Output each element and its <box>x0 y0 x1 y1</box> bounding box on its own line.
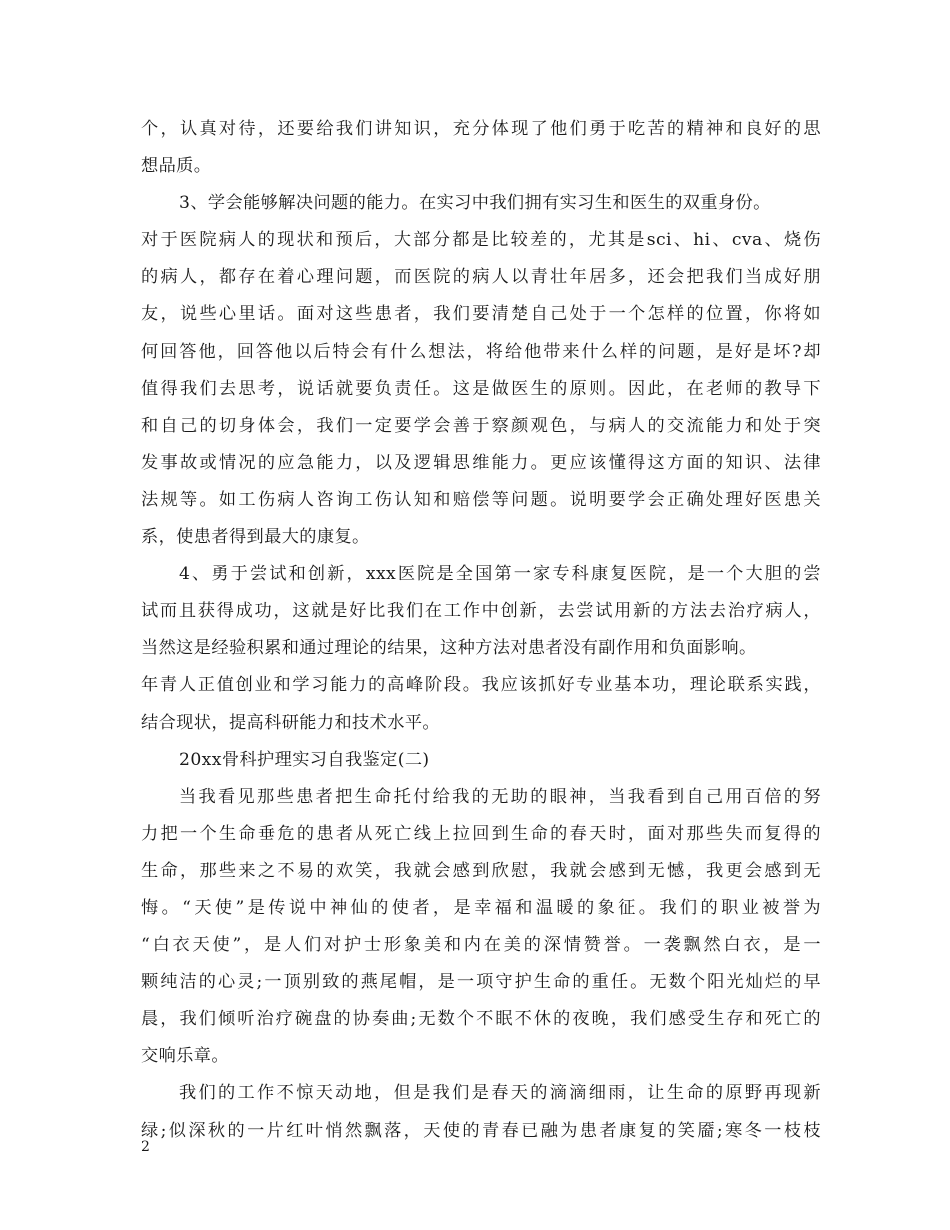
text-line: 系，使患者得到最大的康复。 <box>141 527 370 548</box>
text-line: 悔。“天使”是传说中神仙的使者，是幸福和温暖的象征。我们的职业被誉为 <box>141 897 821 918</box>
text-line: 对于医院病人的现状和预后，大部分都是比较差的，尤其是sci、hi、cva、烧伤 <box>141 230 821 251</box>
text-line: 3、学会能够解决问题的能力。在实习中我们拥有实习生和医生的双重身份。 <box>179 193 771 214</box>
text-line: 发事故或情况的应急能力，以及逻辑思维能力。更应该懂得这方面的知识、法律 <box>141 452 821 473</box>
text-line: 交响乐章。 <box>141 1046 229 1067</box>
text-line: 晨，我们倾听治疗碗盘的协奏曲;无数个不眠不休的夜晚，我们感受生存和死亡的 <box>141 1009 821 1030</box>
text-line: 想品质。 <box>141 156 212 177</box>
document-body <box>141 111 821 1150</box>
text-line: 我们的工作不惊天动地，但是我们是春天的滴滴细雨，让生命的原野再现新 <box>179 1083 821 1104</box>
text-line: 生命，那些来之不易的欢笑，我就会感到欣慰，我就会感到无憾，我更会感到无 <box>141 860 821 881</box>
text-line: 结合现状，提高科研能力和技术水平。 <box>141 712 440 733</box>
text-line: 绿;似深秋的一片红叶悄然飘落，天使的青春已融为患者康复的笑靥;寒冬一枝枝 <box>141 1120 821 1141</box>
text-line: 当然这是经验积累和通过理论的结果，这种方法对患者没有副作用和负面影响。 <box>141 638 757 659</box>
text-line: 法规等。如工伤病人咨询工伤认知和赔偿等问题。说明要学会正确处理好医患关 <box>141 489 821 510</box>
text-line: “白衣天使”，是人们对护士形象美和内在美的深情赞誉。一袭飘然白衣，是一 <box>141 935 821 956</box>
text-line: 友，说些心里话。面对这些患者，我们要清楚自己处于一个怎样的位置，你将如 <box>141 304 821 325</box>
page-number: 2 <box>141 1139 150 1155</box>
text-line: 和自己的切身体会，我们一定要学会善于察颜观色，与病人的交流能力和处于突 <box>141 415 821 436</box>
text-line: 试而且获得成功，这就是好比我们在工作中创新，去尝试用新的方法去治疗病人， <box>141 601 821 622</box>
text-line: 值得我们去思考，说话就要负责任。这是做医生的原则。因此，在老师的教导下 <box>141 378 821 399</box>
text-line: 何回答他，回答他以后特会有什么想法，将给他带来什么样的问题，是好是坏?却 <box>141 341 821 362</box>
text-line: 20xx骨科护理实习自我鉴定(二) <box>179 749 430 770</box>
text-line: 4、勇于尝试和创新，xxx医院是全国第一家专科康复医院，是一个大胆的尝 <box>179 564 821 585</box>
text-line: 年青人正值创业和学习能力的高峰阶段。我应该抓好专业基本功，理论联系实践， <box>141 675 821 696</box>
text-line: 颗纯洁的心灵;一顶别致的燕尾帽，是一项守护生命的重任。无数个阳光灿烂的早 <box>141 972 821 993</box>
text-line: 力把一个生命垂危的患者从死亡线上拉回到生命的春天时，面对那些失而复得的 <box>141 823 821 844</box>
text-line: 个，认真对待，还要给我们讲知识，充分体现了他们勇于吃苦的精神和良好的思 <box>141 119 821 139</box>
text-line: 当我看见那些患者把生命托付给我的无助的眼神，当我看到自己用百倍的努 <box>179 786 821 807</box>
text-line: 的病人，都存在着心理问题，而医院的病人以青壮年居多，还会把我们当成好朋 <box>141 267 821 288</box>
